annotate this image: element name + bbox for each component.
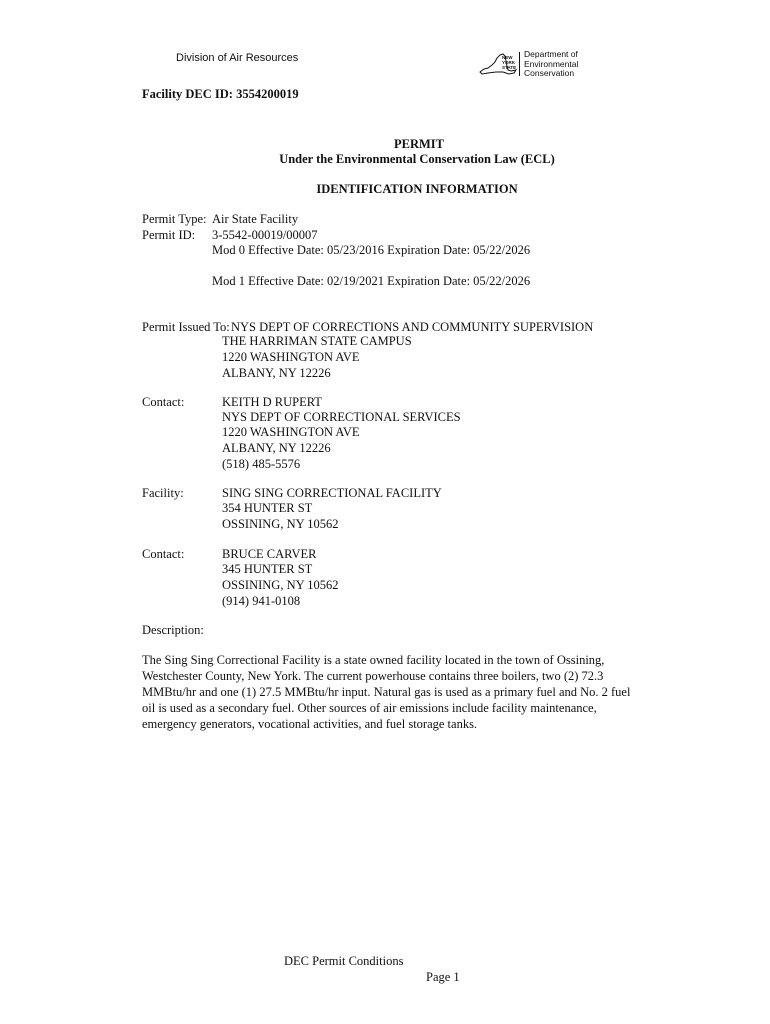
facility-line: SING SING CORRECTIONAL FACILITY bbox=[222, 486, 442, 500]
issued-to-line: NYS DEPT OF CORRECTIONS AND COMMUNITY SUPERVISION bbox=[231, 320, 594, 334]
contact-line: OSSINING, NY 10562 bbox=[222, 578, 339, 592]
issued-to-line: THE HARRIMAN STATE CAMPUS bbox=[222, 334, 412, 348]
contact-label: Contact: bbox=[142, 395, 185, 409]
permit-type-value: Air State Facility bbox=[212, 212, 299, 226]
issued-to-label: Permit Issued To: bbox=[142, 320, 230, 334]
issued-to-line: 1220 WASHINGTON AVE bbox=[222, 350, 360, 364]
footer-conditions: DEC Permit Conditions bbox=[284, 954, 404, 968]
facility-dec-id: Facility DEC ID: 3554200019 bbox=[142, 87, 299, 101]
facility-label: Facility: bbox=[142, 486, 184, 500]
contact-label: Contact: bbox=[142, 547, 185, 561]
contact-line: KEITH D RUPERT bbox=[222, 395, 322, 409]
contact-line: ALBANY, NY 12226 bbox=[222, 441, 331, 455]
permit-title: PERMIT bbox=[394, 137, 444, 151]
nys-dec-logo bbox=[478, 50, 588, 78]
mod1-dates: Mod 1 Effective Date: 02/19/2021 Expiration Date: 05/22/2026 bbox=[212, 274, 531, 288]
description-text: The Sing Sing Correctional Facility is a state owned facility located in the town of Ossining, Westchester County, New York. The current powerhouse contains three boilers, two (2) 72.3 MMBtu/hr and one (1) 27.5 MMBtu/hr input. Natural gas is used as a primary fuel and No. 2 fuel oil is used as a secondary fuel. Other sources of air emissions include facility maintenance, emergency generators, vocational activities, and fuel storage tanks. bbox=[142, 653, 631, 731]
permit-law-subtitle: Under the Environmental Conservation Law (ECL) bbox=[279, 152, 555, 166]
contact-phone: (518) 485-5576 bbox=[222, 457, 301, 471]
description-label: Description: bbox=[142, 623, 204, 637]
mod0-dates: Mod 0 Effective Date: 05/23/2016 Expiration Date: 05/22/2026 bbox=[212, 243, 531, 257]
permit-type-label: Permit Type: bbox=[142, 212, 207, 226]
logo-department-name: Department of Environmental Conservation bbox=[524, 49, 579, 78]
logo-divider bbox=[519, 52, 520, 76]
facility-line: 354 HUNTER ST bbox=[222, 501, 313, 515]
permit-id-value: 3-5542-00019/00007 bbox=[212, 228, 318, 242]
issued-to-line: ALBANY, NY 12226 bbox=[222, 366, 331, 380]
section-heading: IDENTIFICATION INFORMATION bbox=[316, 182, 518, 196]
division-header: Division of Air Resources bbox=[176, 52, 299, 64]
permit-id-label: Permit ID: bbox=[142, 228, 196, 242]
facility-line: OSSINING, NY 10562 bbox=[222, 517, 339, 531]
contact-line: NYS DEPT OF CORRECTIONAL SERVICES bbox=[222, 410, 461, 424]
contact-phone: (914) 941-0108 bbox=[222, 594, 301, 608]
contact-line: 1220 WASHINGTON AVE bbox=[222, 425, 360, 439]
contact-line: BRUCE CARVER bbox=[222, 547, 317, 561]
contact-line: 345 HUNTER ST bbox=[222, 562, 313, 576]
logo-state-label: NEW YORK STATE bbox=[502, 55, 517, 70]
page-number: Page 1 bbox=[426, 970, 460, 984]
